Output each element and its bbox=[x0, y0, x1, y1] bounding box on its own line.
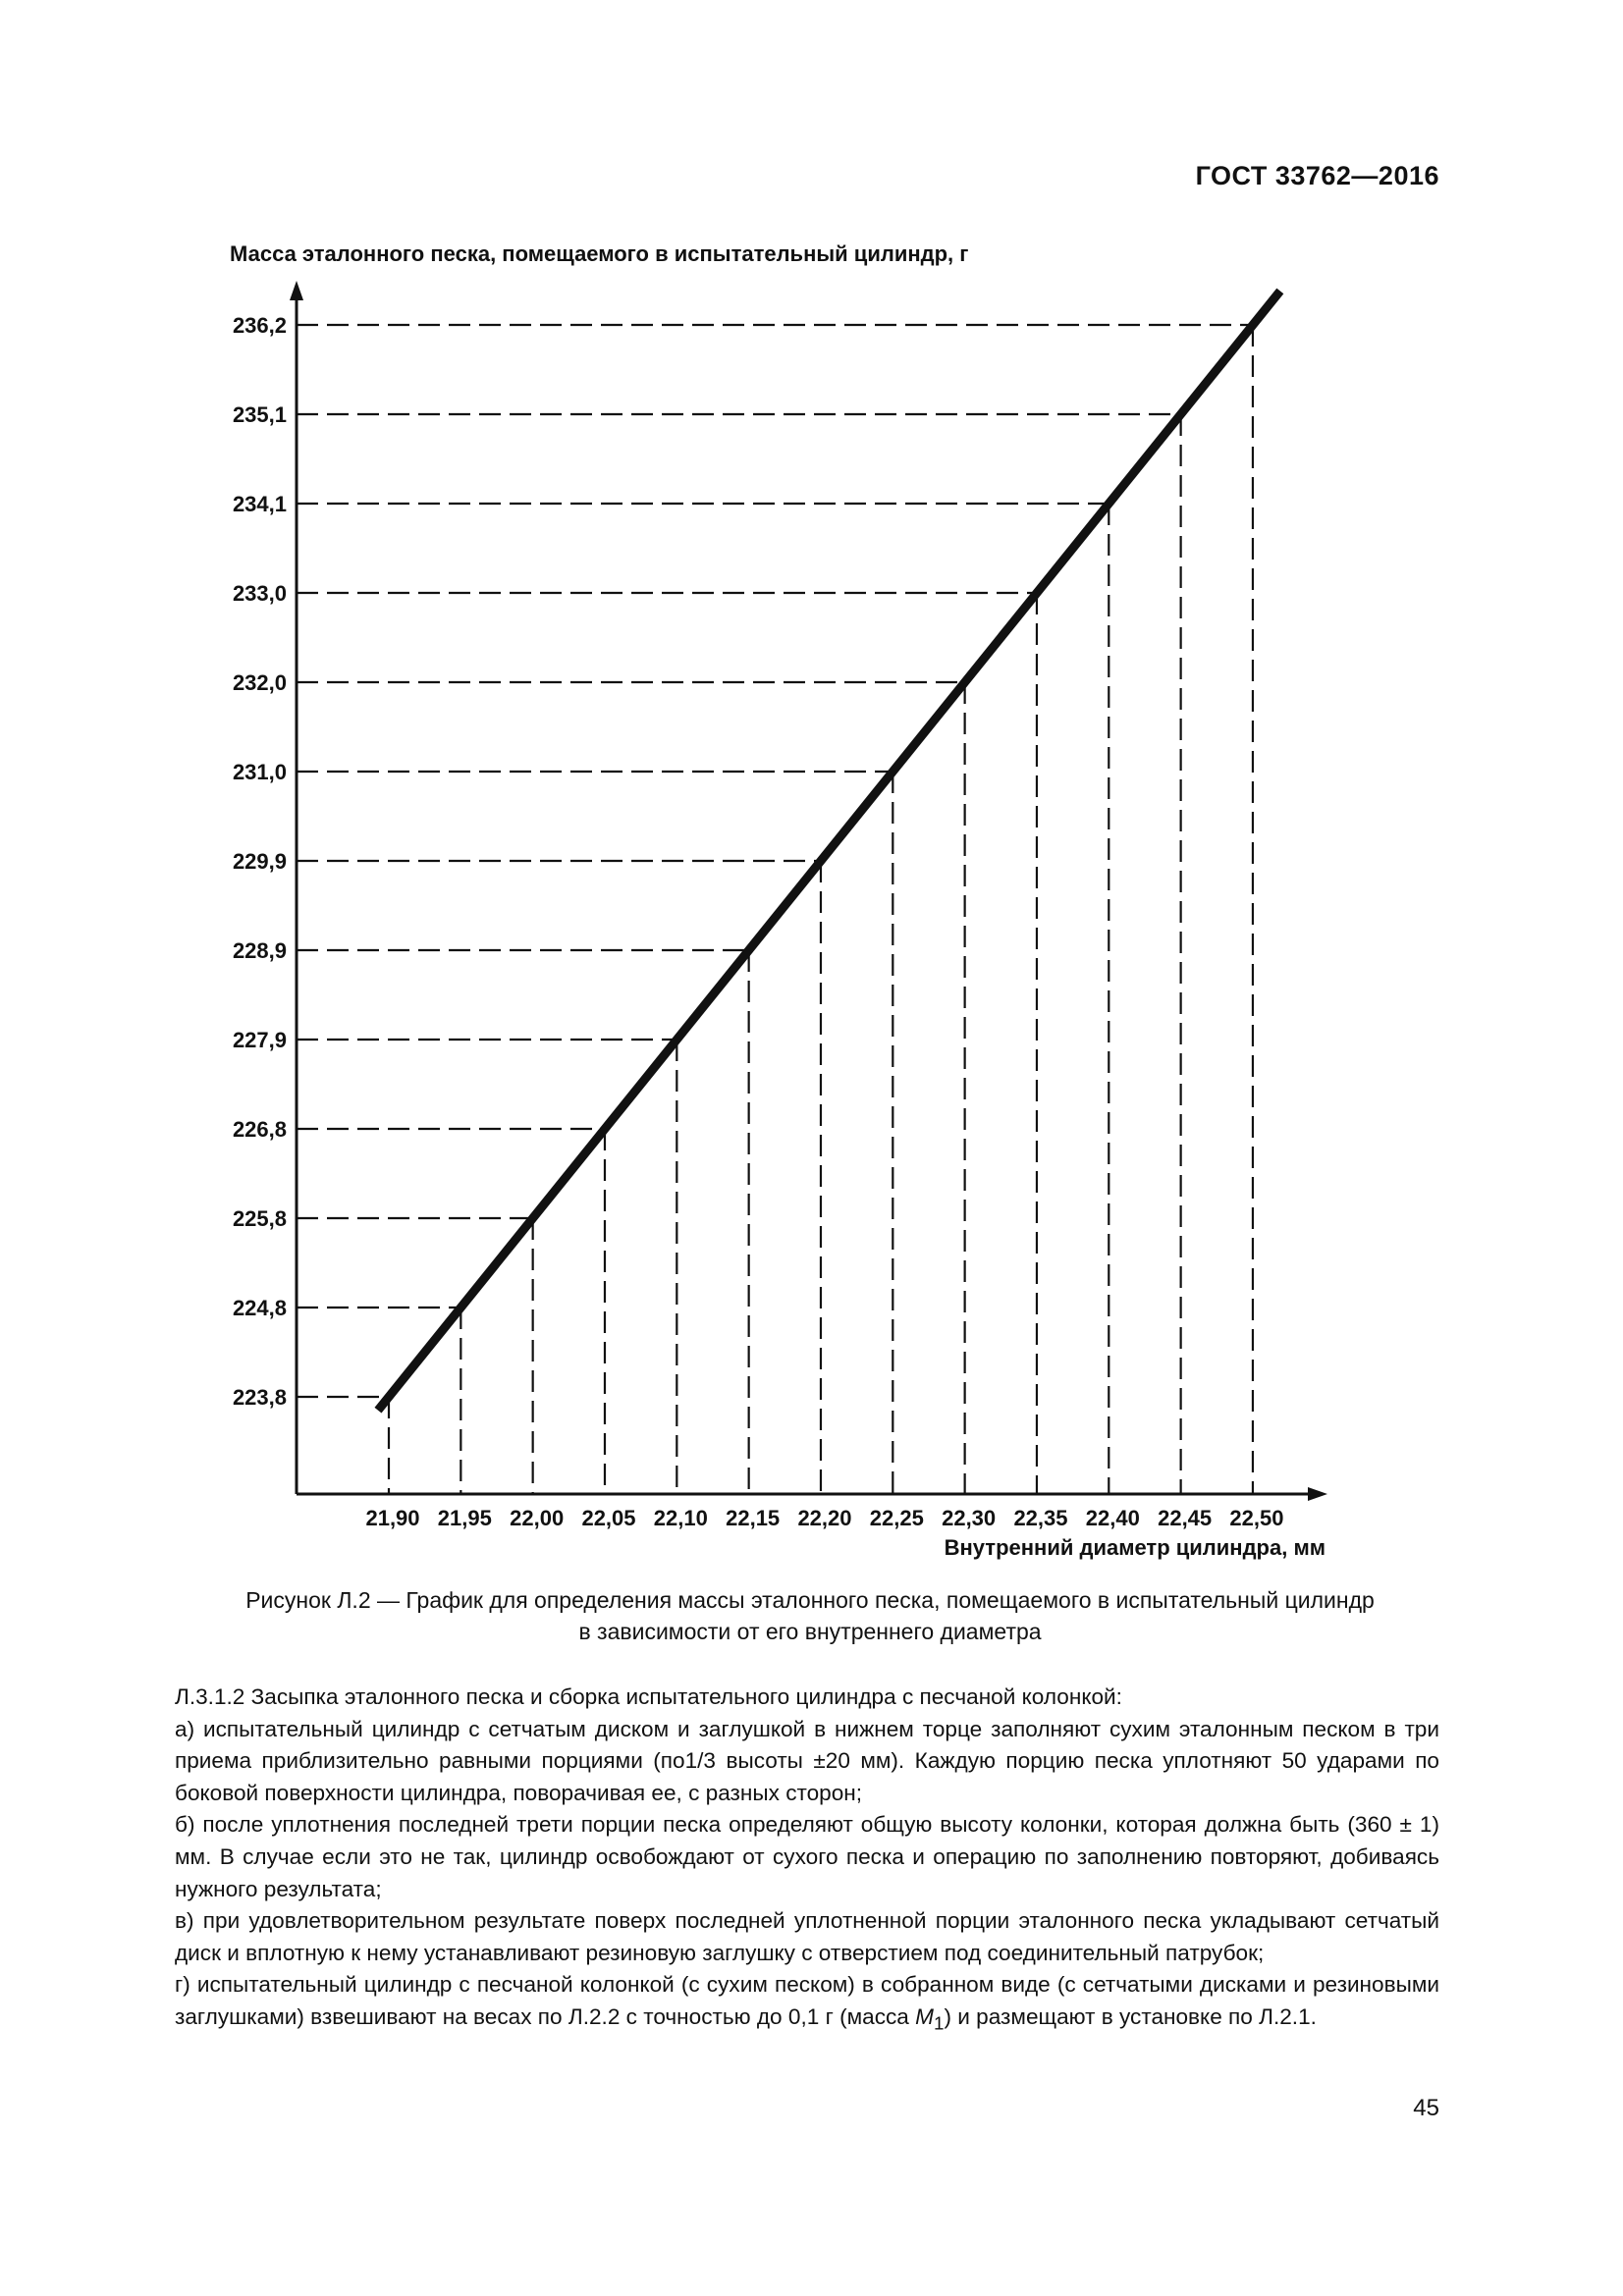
x-tick-label: 22,45 bbox=[1158, 1506, 1213, 1530]
paragraph-a: а) испытательный цилиндр с сетчатым диском и заглушкой в нижнем торце заполняют сухим эталонным песком в три приема приблизительно равными порциями (по1/3 высоты ±20 мм). Каждую порцию песка уплотняют 50 ударами по боковой поверхности цилиндра, поворачивая ее, с разных сторон; bbox=[175, 1716, 1439, 1805]
x-tick-label: 22,00 bbox=[510, 1506, 565, 1530]
paragraph-g-text-1: г) испытательный цилиндр с песчаной колонкой (с сухим песком) в собранном виде (с сетчатыми дисками и резиновыми заглушками) взвешивают на весах по Л.2.2 с точностью до 0,1 г (масса bbox=[175, 1972, 1439, 2029]
axes bbox=[290, 281, 1327, 1501]
y-tick-label: 225,8 bbox=[232, 1206, 287, 1231]
x-axis-label: Внутренний диаметр цилиндра, мм bbox=[944, 1535, 1325, 1560]
x-tick-label: 22,35 bbox=[1013, 1506, 1068, 1530]
y-tick-label: 224,8 bbox=[232, 1296, 287, 1320]
y-tick-label: 236,2 bbox=[232, 313, 287, 338]
standard-number: ГОСТ 33762—2016 bbox=[1195, 161, 1439, 190]
x-tick-labels bbox=[365, 1506, 1283, 1530]
x-tick-label: 22,30 bbox=[942, 1506, 997, 1530]
x-axis-arrow bbox=[1308, 1487, 1327, 1501]
x-tick-label: 22,15 bbox=[726, 1506, 781, 1530]
paragraph-g bbox=[175, 1969, 1439, 2040]
y-tick-label: 234,1 bbox=[232, 492, 287, 516]
paragraph-v: в) при удовлетворительном результате поверх последней уплотненной порции эталонного песка укладывают сетчатый диск и вплотную к нему устанавливают резиновую заглушку с отверстием под соединительный патрубок; bbox=[175, 1908, 1439, 1965]
y-axis-arrow bbox=[290, 281, 303, 300]
mass-subscript: 1 bbox=[933, 2012, 945, 2034]
x-tick-label: 22,05 bbox=[581, 1506, 636, 1530]
x-tick-label: 22,40 bbox=[1085, 1506, 1140, 1530]
x-tick-label: 22,50 bbox=[1229, 1506, 1284, 1530]
paragraph-l3-1-2: Л.3.1.2 Засыпка эталонного песка и сборка испытательного цилиндра с песчаной колонкой: bbox=[175, 1684, 1122, 1709]
y-tick-label: 232,0 bbox=[232, 670, 287, 695]
page-number: 45 bbox=[1413, 2095, 1439, 2121]
mass-symbol: M bbox=[915, 2003, 934, 2029]
y-tick-label: 227,9 bbox=[232, 1028, 287, 1052]
y-tick-label: 228,9 bbox=[232, 938, 287, 963]
x-tick-label: 21,95 bbox=[437, 1506, 492, 1530]
paragraph-b: б) после уплотнения последней трети порции песка определяют общую высоту колонки, которая должна быть (360 ± 1) мм. В случае если это не так, цилиндр освобождают от сухого песка и операцию по заполнению повторяют, добиваясь нужного результата; bbox=[175, 1812, 1439, 1901]
y-tick-label: 233,0 bbox=[232, 581, 287, 606]
y-tick-label: 223,8 bbox=[232, 1385, 287, 1410]
caption-line-1: Рисунок Л.2 — График для определения массы эталонного песка, помещаемого в испытательный цилиндр bbox=[245, 1587, 1375, 1613]
paragraph-g-text-2: ) и размещают в установке по Л.2.1. bbox=[944, 2003, 1317, 2029]
series-line bbox=[378, 291, 1280, 1410]
x-tick-label: 22,10 bbox=[653, 1506, 708, 1530]
body-text bbox=[175, 1682, 1439, 2040]
x-tick-label: 22,20 bbox=[797, 1506, 852, 1530]
x-tick-label: 22,25 bbox=[869, 1506, 924, 1530]
figure-caption bbox=[137, 1584, 1483, 1647]
y-tick-label: 231,0 bbox=[232, 760, 287, 784]
y-axis-label: Масса эталонного песка, помещаемого в испытательный цилиндр, г bbox=[230, 241, 969, 266]
y-tick-label: 226,8 bbox=[232, 1117, 287, 1142]
caption-line-2: в зависимости от его внутреннего диаметра bbox=[578, 1619, 1042, 1644]
mass-vs-diameter-line bbox=[378, 291, 1280, 1410]
y-tick-label: 235,1 bbox=[232, 402, 287, 427]
y-tick-label: 229,9 bbox=[232, 849, 287, 874]
x-tick-label: 21,90 bbox=[365, 1506, 420, 1530]
y-tick-labels bbox=[233, 313, 287, 1410]
